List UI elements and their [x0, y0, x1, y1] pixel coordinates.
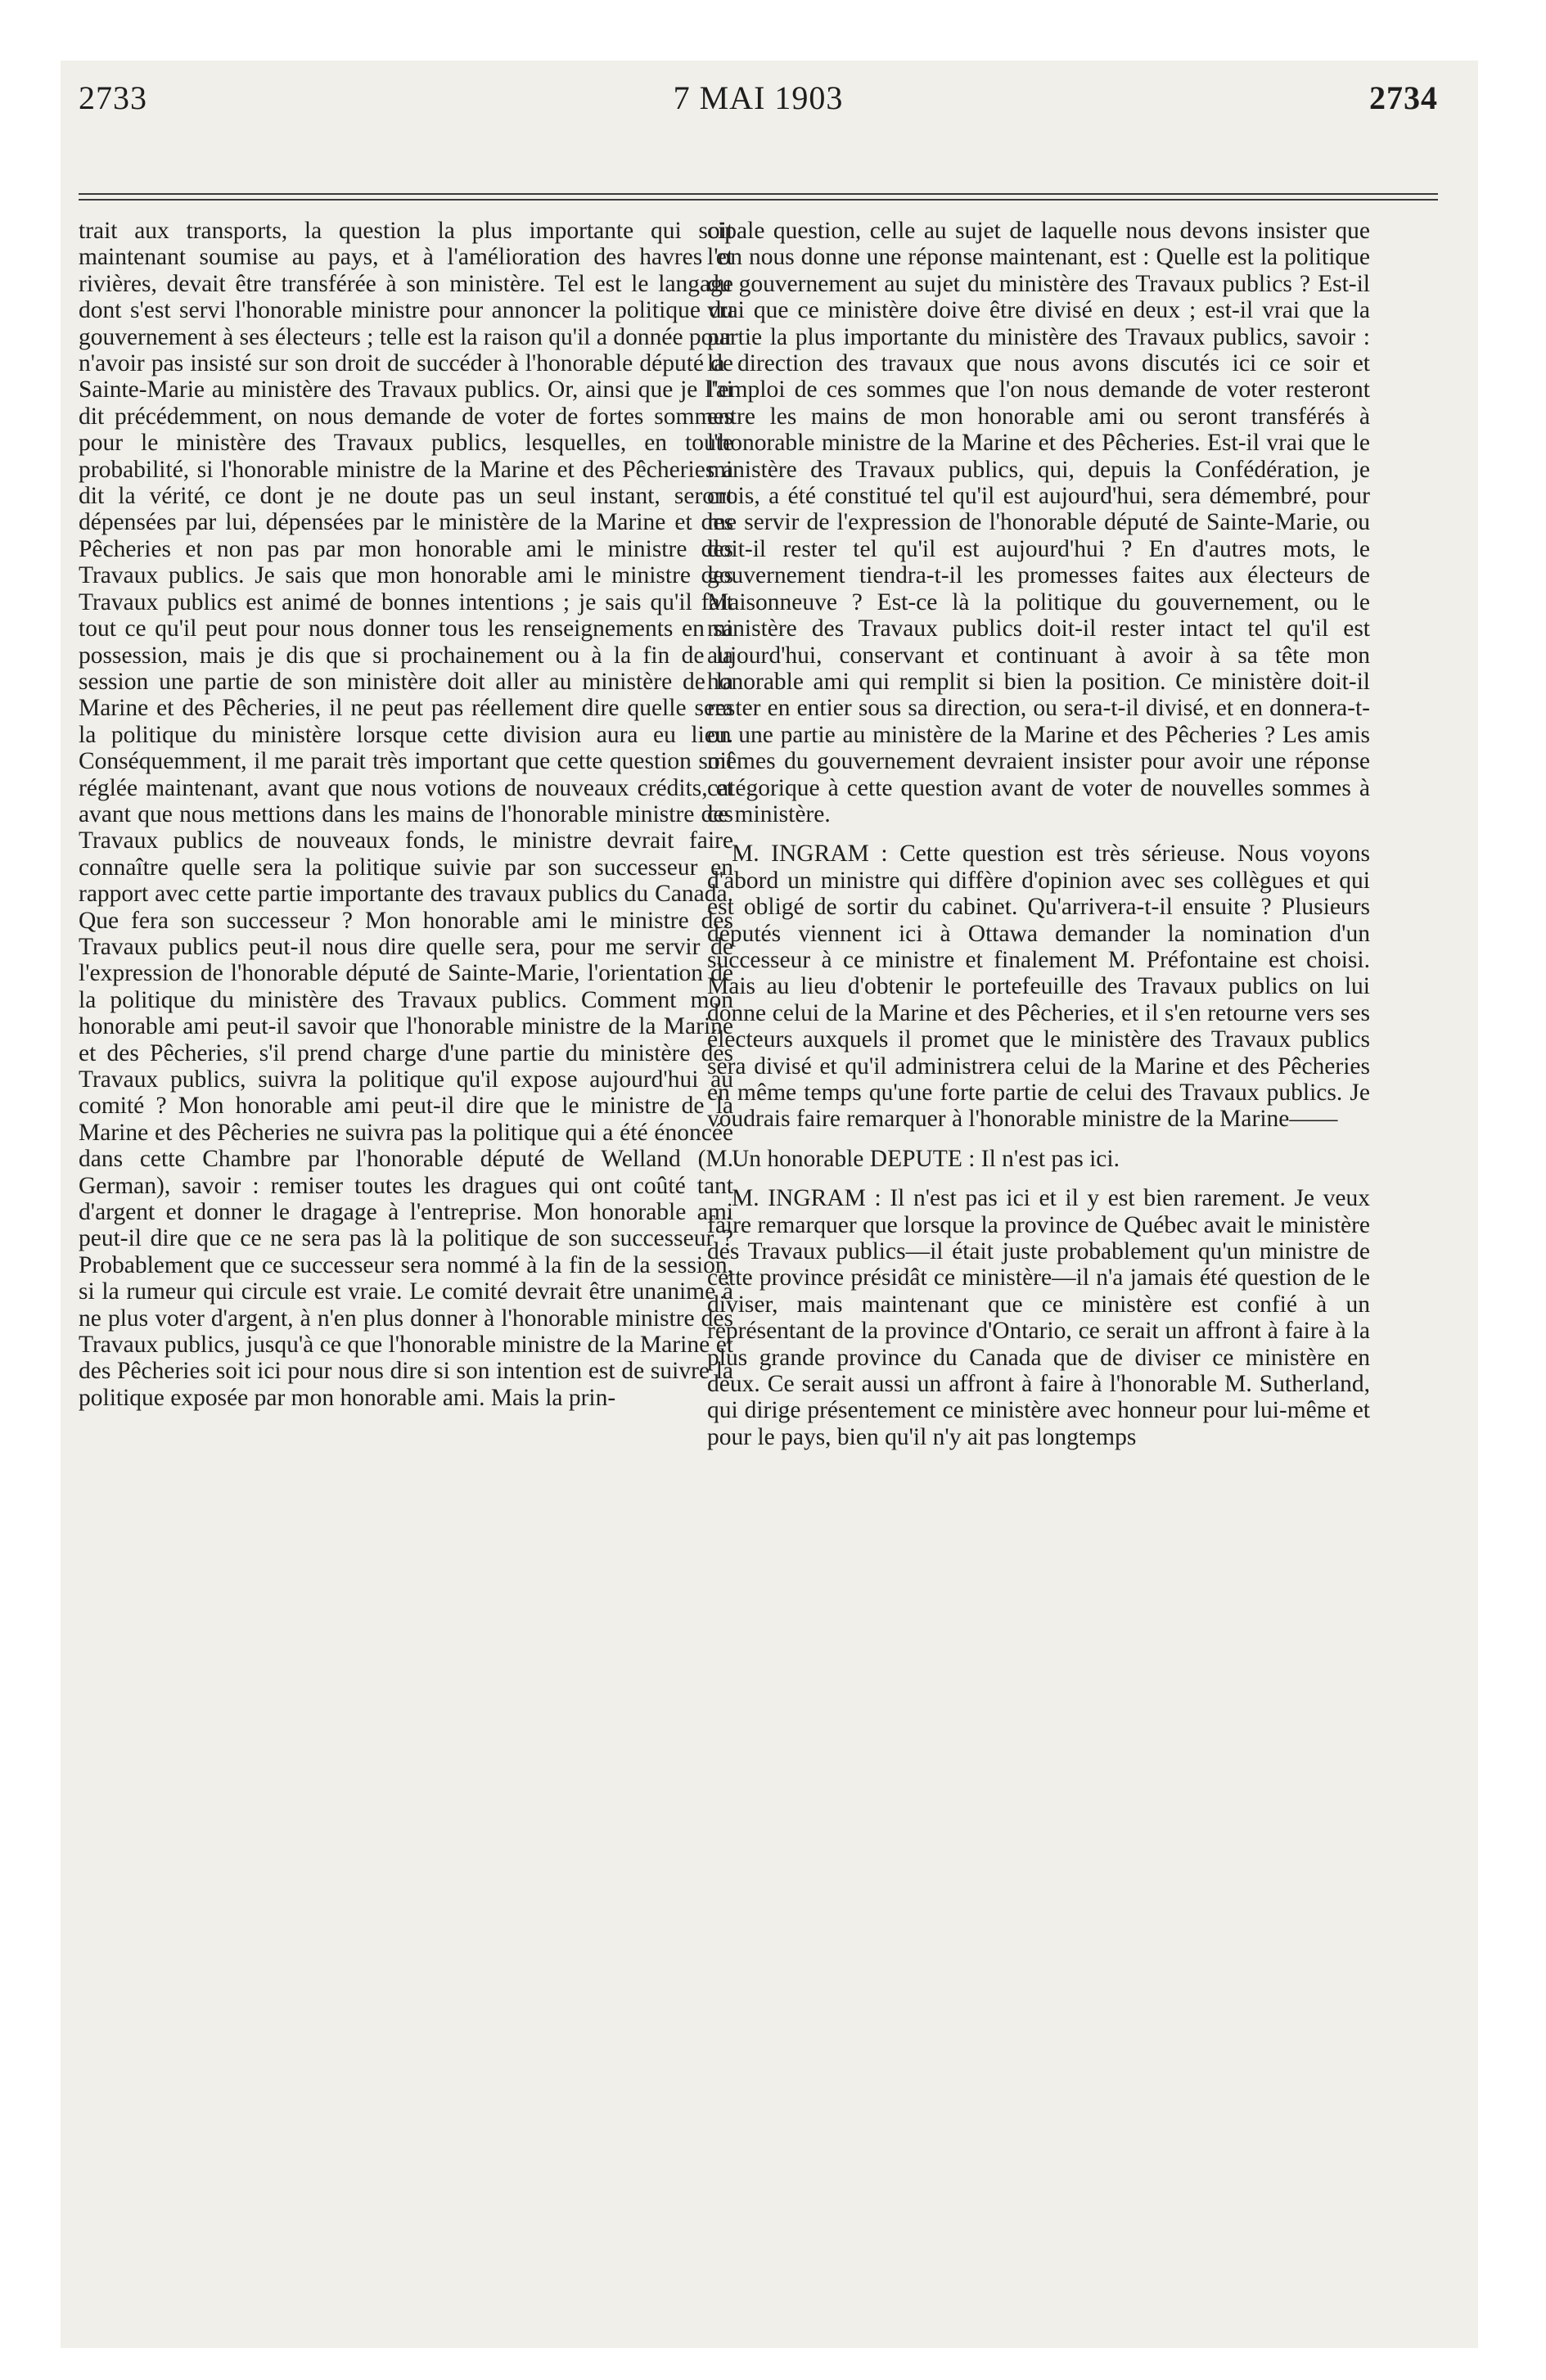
- paragraph-ingram-2: M. INGRAM : Il n'est pas ici et il y est bien rarement. Je veux faire remarquer que lorsque la province de Québec avait le ministère des Travaux publics—il était juste probablement qu'un ministre de cette province présidât ce ministère—il n'a jamais été question de le diviser, mais maintenant que ce ministère est confié à un représentant de la province d'Ontario, ce serait un affront à faire à la plus grande province du Canada que de diviser ce ministère en deux. Ce serait aussi un affront à faire à l'honorable M. Sutherland, qui dirige présentement ce ministère avec honneur pour lui-même et pour le pays, bien qu'il n'y ait pas longtemps: [707, 1185, 1370, 1450]
- header-rule-top: [79, 193, 1438, 195]
- paragraph: trait aux transports, la question la plus importante qui soit maintenant soumise au pays, et à l'amélioration des havres et rivières, devait être transférée à son ministère. Tel est le langage dont s'est servi l'honorable ministre pour annoncer la politique du gouvernement à ses électeurs ; telle est la raison qu'il a donnée pour n'avoir pas insisté sur son droit de succéder à l'honorable député de Sainte-Marie au ministère des Travaux publics. Or, ainsi que je l'ai dit précédemment, on nous demande de voter de fortes sommes pour le ministère des Travaux publics, lesquelles, en toute probabilité, si l'honorable ministre de la Marine et des Pêcheries a dit la vérité, ce dont je ne doute pas un seul instant, seront dépensées par lui, dépensées par le ministère de la Marine et des Pêcheries et non pas par mon honorable ami le ministre des Travaux publics. Je sais que mon honorable ami le ministre des Travaux publics est animé de bonnes intentions ; je sais qu'il fait tout ce qu'il peut pour nous donner tous les renseignements en sa possession, mais je dis que si prochainement ou à la fin de la session une partie de son ministère doit aller au ministère de la Marine et des Pêcheries, il ne peut pas réellement dire quelle sera la politique du ministère lorsque cette division aura eu lieu. Conséquemment, il me parait très important que cette question soit réglée maintenant, avant que nous votions de nouveaux crédits, et avant que nous mettions dans les mains de l'honorable ministre des Travaux publics de nouveaux fonds, le ministre devrait faire connaître quelle sera la politique suivie par son successeur en rapport avec cette partie importante des travaux publics du Canada. Que fera son successeur ? Mon honorable ami le ministre des Travaux publics peut-il nous dire quelle sera, pour me servir de l'expression de l'honorable député de Sainte-Marie, l'orientation de la politique du ministère des Travaux publics. Comment mon honorable ami peut-il savoir que l'honorable ministre de la Marine et des Pêcheries, s'il prend charge d'une partie du ministère des Travaux publics, suivra la politique qu'il expose aujourd'hui au comité ? Mon honorable ami peut-il dire que le ministre de la Marine et des Pêcheries ne suivra pas la politique qui a été énoncée dans cette Chambre par l'honorable député de Welland (M. German), savoir : remiser toutes les dragues qui ont coûté tant d'argent et donner le dragage à l'entreprise. Mon honorable ami peut-il dire que ce ne sera pas là la politique de son successeur ? Probablement que ce successeur sera nommé à la fin de la session, si la rumeur qui circule est vraie. Le comité devrait être unanime à ne plus voter d'argent, à n'en plus donner à l'honorable ministre des Travaux publics, jusqu'à ce que l'honorable ministre de la Marine et des Pêcheries soit ici pour nous dire si son intention est de suivre la politique exposée par mon honorable ami. Mais la prin-: [79, 218, 733, 1411]
- left-column: [79, 218, 733, 1411]
- paragraph-ingram-1: M. INGRAM : Cette question est très sérieuse. Nous voyons d'abord un ministre qui diffère d'opinion avec ses collègues et qui est obligé de sortir du cabinet. Qu'arrivera-t-il ensuite ? Plusieurs députés viennent ici à Ottawa demander la nomination d'un successeur à ce ministre et finalement M. Préfontaine est choisi. Mais au lieu d'obtenir le portefeuille des Travaux publics on lui donne celui de la Marine et des Pêcheries, et il s'en retourne vers ses électeurs auxquels il promet que le ministère des Travaux publics sera divisé et qu'il administrera celui de la Marine et des Pêcheries en même temps qu'une forte partie de celui des Travaux publics. Je voudrais faire remarquer à l'honorable ministre de la Marine——: [707, 841, 1370, 1133]
- page-date: 7 MAI 1903: [673, 79, 844, 116]
- page-header: [79, 79, 1438, 128]
- right-column: [707, 218, 1370, 1450]
- header-rule-bottom: [79, 199, 1438, 201]
- paragraph-depute: Un honorable DEPUTE : Il n'est pas ici.: [732, 1145, 1120, 1172]
- page-number-left: 2733: [79, 79, 147, 116]
- paragraph: cipale question, celle au sujet de laquelle nous devons insister que l'on nous donne une réponse maintenant, est : Quelle est la politique du gouvernement au sujet du ministère des Travaux publics ? Est-il vrai que ce ministère doive être divisé en deux ; est-il vrai que la partie la plus importante du ministère des Travaux publics, savoir : la direction des travaux que nous avons discutés ici ce soir et l'emploi de ces sommes que l'on nous demande de voter resteront entre les mains de mon honorable ami ou seront transférés à l'honorable ministre de la Marine et des Pêcheries. Est-il vrai que le ministère des Travaux publics, qui, depuis la Confédération, je crois, a été constitué tel qu'il est aujourd'hui, sera démembré, pour me servir de l'expression de l'honorable député de Sainte-Marie, ou doit-il rester tel qu'il est aujourd'hui ? En d'autres mots, le gouvernement tiendra-t-il les promesses faites aux électeurs de Maisonneuve ? Est-ce là la politique du gouvernement, ou le ministère des Travaux publics doit-il rester intact tel qu'il est aujourd'hui, conservant et continuant à avoir à sa tête mon honorable ami qui remplit si bien la position. Ce ministère doit-il rester en entier sous sa direction, ou sera-t-il divisé, et en donnera-t-on une partie au ministère de la Marine et des Pêcheries ? Les amis mêmes du gouvernement devraient insister pour avoir une réponse catégorique à cette question avant de voter de nouvelles sommes à ce ministère.: [707, 218, 1370, 827]
- page-number-right: 2734: [1369, 79, 1438, 116]
